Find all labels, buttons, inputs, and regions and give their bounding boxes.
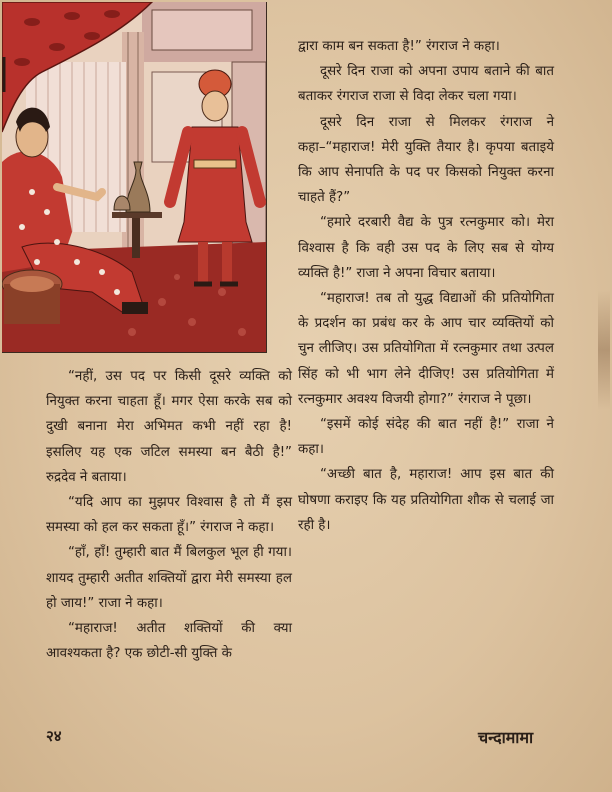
page-number: २४ <box>46 727 62 745</box>
paragraph: “इसमें कोई संदेह की बात नहीं है!” राजा ने कहा। <box>298 417 554 458</box>
paragraph: “यदि आप का मुझपर विश्वास है तो मैं इस समस्या को हल कर सकता हूँ।” रंगराज ने कहा। <box>46 495 292 536</box>
paragraph: द्वारा काम बन सकता है!” रंगराज ने कहा। <box>298 39 500 54</box>
story-illustration <box>2 2 267 353</box>
paragraph: दूसरे दिन राजा को अपना उपाय बताने की बात बताकर रंगराज राजा से विदा लेकर चला गया। <box>298 64 554 105</box>
illustration-svg <box>2 2 266 352</box>
paragraph: “महाराज! तब तो युद्ध विद्याओं की प्रतियोगिता के प्रदर्शन का प्रबंध कर के आप चार व्यक्तियों को चुन लीजिए। उस प्रतियोगिता में रत्नकुमार तथा उत्पल सिंह को भी भाग लेने दीजिए! उस प्रतियोगिता में रत्नकुमार अवश्य विजयी होगा?” रंगराज ने पूछा। <box>298 291 554 407</box>
page-edge-stain <box>598 290 610 410</box>
paragraph: “अच्छी बात है, महाराज! आप इस बात की घोषणा कराइए कि यह प्रतियोगिता शौक से चलाई जा रही है। <box>298 467 554 533</box>
paragraph: “हमारे दरबारी वैद्य के पुत्र रत्नकुमार को। मेरा विश्वास है कि वही उस पद के लिए सब से योग्य व्यक्ति है!” राजा ने अपना विचार बताया। <box>298 215 554 281</box>
left-text-column <box>46 364 292 666</box>
paragraph: “महाराज! अतीत शक्तियों की क्या आवश्यकता है? एक छोटी-सी युक्ति के <box>46 621 292 662</box>
paragraph: “हाँ, हाँ! तुम्हारी बात मैं बिलकुल भूल ही गया। शायद तुम्हारी अतीत शक्तियों द्वारा मेरी समस्या हल हो जाय!” राजा ने कहा। <box>46 545 292 611</box>
right-text-column <box>298 34 554 538</box>
paragraph: “नहीं, उस पद पर किसी दूसरे व्यक्ति को नियुक्त करना चाहता हूँ। मगर ऐसा करके सब को दुखी बनाना मेरा अभिमत कभी नहीं रहा है! इसलिए यह एक जटिल समस्या बन बैठी है!” रुद्रदेव ने बताया। <box>46 369 292 485</box>
paragraph: दूसरे दिन राजा से मिलकर रंगराज ने कहा–“महाराज! मेरी युक्ति तैयार है। कृपया बताइये कि आप सेनापति के पद पर किसको नियुक्त करना चाहते हैं?” <box>298 114 554 206</box>
magazine-name: चन्दामामा <box>478 728 534 747</box>
